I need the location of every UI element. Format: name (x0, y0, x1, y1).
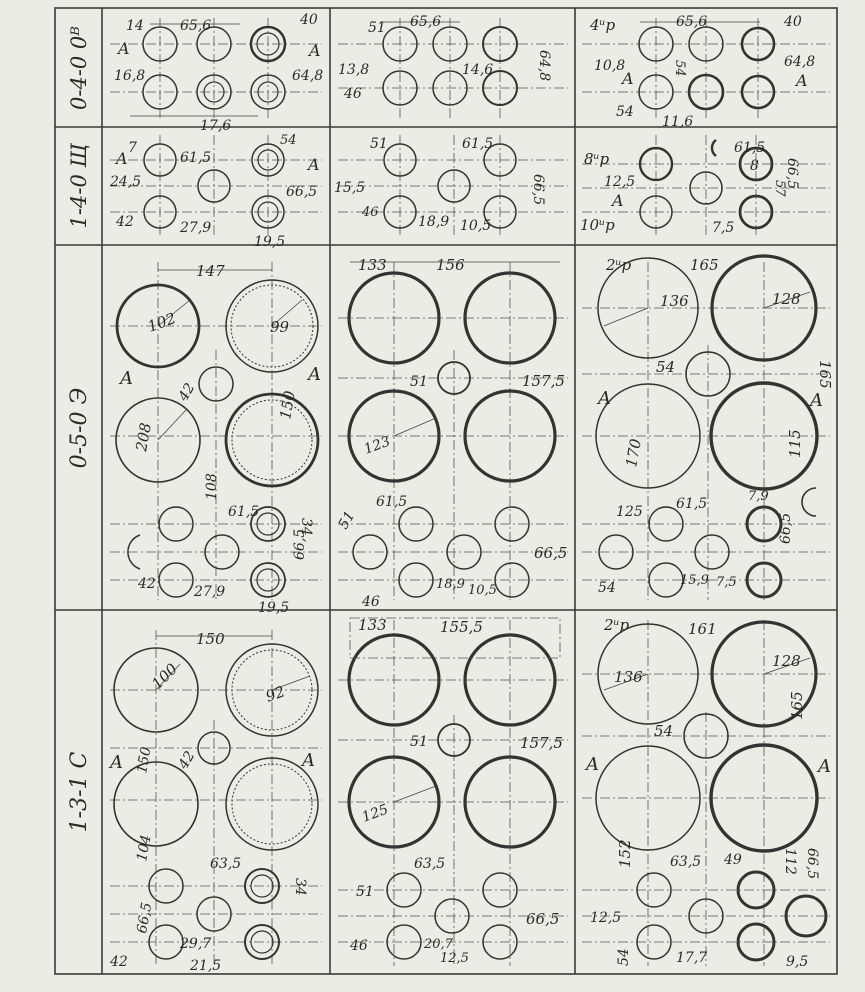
dim-label: 51 (410, 734, 428, 750)
dim-label: 10,5 (460, 218, 492, 234)
dim-label: 49 (724, 852, 742, 868)
dim-label: 16,8 (114, 68, 146, 84)
marker-A: A (118, 39, 130, 58)
dim-label: 12,5 (590, 910, 622, 926)
dim-label: 133 (358, 616, 387, 634)
marker-A: A (810, 390, 823, 411)
dim-label: 51 (410, 374, 428, 390)
dim-label: 34 (298, 518, 314, 536)
dim-label: 42 (138, 576, 156, 592)
dim-label: 165 (788, 691, 806, 720)
dim-label: 27,9 (194, 584, 226, 600)
dim-label: 10,8 (594, 58, 626, 74)
row-label-2: 1-4-0 Щ (67, 143, 91, 229)
dim-label: 65,6 (676, 14, 708, 30)
cell-3-2 (336, 256, 568, 610)
dim-label: 54 (280, 133, 297, 148)
dim-label: 42 (175, 380, 199, 404)
dim-label: 7,5 (716, 575, 737, 590)
cell-4-1 (108, 630, 322, 974)
cell-3-1 (110, 262, 322, 616)
dim-label: 12,5 (604, 174, 636, 190)
dim-label: 42 (175, 748, 199, 772)
dim-label: 66,5 (286, 184, 318, 200)
dim-label: 19,5 (254, 234, 286, 250)
dim-label: 46 (362, 594, 380, 610)
dim-label: 24,5 (110, 174, 142, 190)
dim-label: 66,5 (526, 910, 560, 928)
dim-label: 40 (300, 12, 318, 28)
dim-label: 13,8 (338, 62, 370, 78)
dim-label: 136 (660, 292, 689, 310)
dim-label: 65,6 (180, 18, 212, 34)
marker-A: A (116, 149, 128, 168)
dim-label: 54 (656, 358, 676, 376)
dim-label: 64,8 (292, 68, 324, 84)
marker-A: A (110, 752, 123, 773)
dim-label: 66,5 (530, 174, 546, 206)
dim-label: 54 (616, 104, 634, 120)
dim-label: 125 (616, 504, 643, 520)
dim-label: 125 (359, 801, 391, 826)
cell-2-2 (334, 135, 568, 238)
dim-label: 165 (816, 360, 834, 389)
dim-label: 54 (672, 60, 687, 77)
dim-label: 147 (196, 262, 225, 280)
dim-label: 9,5 (786, 954, 809, 970)
cell-2-1 (109, 133, 322, 250)
dim-label: 8ᵘр (584, 150, 610, 168)
dim-label: 7,9 (748, 489, 769, 504)
marker-A: A (308, 364, 321, 385)
marker-A: A (598, 388, 611, 409)
dim-label: 66,5 (134, 901, 156, 935)
dim-label: 51 (335, 508, 359, 532)
cell-2-3 (580, 135, 830, 238)
dim-label: 208 (132, 421, 155, 453)
dim-label: 40 (784, 14, 802, 30)
marker-A: A (818, 756, 831, 777)
dim-label: 46 (344, 86, 362, 102)
dim-label: 4ᵘр (590, 16, 616, 34)
dim-label: 115 (786, 429, 804, 458)
dim-label: 155,5 (440, 618, 483, 636)
marker-A: A (308, 155, 320, 174)
dim-label: 136 (614, 668, 643, 686)
row-label-3: 0-5-0 Э (67, 387, 92, 469)
dim-label: 10ᵘр (580, 216, 615, 234)
dim-label: 108 (204, 473, 220, 500)
dim-label: 63,5 (670, 854, 702, 870)
dim-label: 17,7 (676, 950, 708, 966)
dim-label: 61,5 (462, 136, 494, 152)
dim-label: 92 (263, 682, 288, 706)
dim-label: 150 (196, 630, 225, 648)
dim-label: 18,9 (418, 214, 450, 230)
dim-label: 54 (654, 722, 674, 740)
dim-label: 2ᵘр (606, 256, 632, 274)
dim-label: 19,5 (258, 600, 290, 616)
dim-label: 128 (772, 290, 801, 308)
dim-label: 46 (350, 938, 368, 954)
dim-label: 152 (616, 839, 634, 868)
dim-label: 66,5 (804, 848, 820, 880)
dim-label: 54 (598, 580, 616, 596)
dim-label: 18,9 (436, 577, 465, 592)
cell-3-3 (582, 256, 834, 600)
dim-label: 161 (688, 620, 717, 638)
marker-A: A (796, 71, 808, 90)
dim-label: 61,5 (676, 496, 708, 512)
dim-label: 14 (126, 18, 144, 34)
marker-A: A (586, 754, 599, 775)
dim-label: 21,5 (190, 958, 222, 974)
dim-label: 66,5 (778, 512, 794, 544)
cell-4-2 (338, 616, 568, 966)
marker-A: A (302, 750, 315, 771)
dim-label: 128 (772, 652, 801, 670)
dim-label: 104 (134, 833, 155, 863)
dim-label: 14,6 (462, 62, 494, 78)
dim-label: 61,5 (180, 150, 212, 166)
dim-label: 27,9 (180, 220, 212, 236)
dim-label: 12,5 (440, 951, 469, 966)
dim-label: 64,8 (536, 50, 552, 82)
dim-label: 2ᵘр (604, 616, 630, 634)
dim-label: 123 (361, 433, 393, 458)
dim-label: 99 (270, 318, 290, 336)
dim-label: 157,5 (522, 372, 565, 390)
dim-label: 66,5 (292, 528, 308, 560)
marker-A: A (309, 41, 321, 60)
dim-label: 63,5 (210, 856, 242, 872)
dim-label: 51 (356, 884, 374, 900)
dim-label: 42 (110, 954, 128, 970)
cell-1-1 (110, 12, 323, 134)
dim-label: 66,5 (784, 158, 800, 190)
dim-label: 42 (116, 214, 134, 230)
dim-label: 156 (436, 256, 465, 274)
cell-1-3 (582, 14, 830, 130)
dim-label: 150 (276, 389, 299, 421)
dim-label: 65,6 (410, 14, 442, 30)
row-label-1: 0-4-0 0ᴮ (67, 25, 91, 111)
dim-label: 61,5 (734, 140, 766, 156)
hole (596, 746, 700, 850)
dim-label: 46 (362, 205, 379, 220)
dim-label: 54 (616, 948, 632, 966)
dim-label: 61,5 (376, 494, 408, 510)
dim-label: 64,8 (784, 54, 816, 70)
dim-label: 102 (145, 309, 179, 336)
marker-A: A (120, 368, 133, 389)
dim-label: 57 (772, 180, 787, 197)
row-label-4: 1-3-1 С (67, 751, 92, 833)
dim-label: 34 (292, 878, 308, 896)
dim-label: 100 (148, 659, 182, 693)
dim-label: 7,5 (712, 220, 735, 236)
dim-label: 157,5 (520, 734, 563, 752)
row-labels (67, 26, 92, 833)
dim-label: 63,5 (414, 856, 446, 872)
dim-label: 150 (134, 745, 155, 775)
dim-label: 29,7 (180, 936, 212, 952)
dim-label: 7 (128, 140, 137, 156)
dim-label: 133 (358, 256, 387, 274)
dim-label: 8 (750, 158, 759, 174)
dim-label: 66,5 (534, 544, 568, 562)
dim-label: 165 (690, 256, 719, 274)
marker-A: A (622, 69, 634, 88)
dim-label: 112 (782, 848, 798, 875)
cell-1-2 (338, 14, 568, 118)
dim-label: 11,6 (662, 114, 694, 130)
dim-label: 17,6 (200, 118, 232, 134)
cell-4-3 (582, 616, 831, 970)
marker-A: A (612, 191, 624, 210)
dim-label: 15,9 (680, 573, 709, 588)
dim-label: 20,7 (424, 937, 453, 952)
dim-label: 15,5 (334, 180, 366, 196)
dim-label: 61,5 (228, 504, 260, 520)
dim-label: 10,5 (468, 583, 497, 598)
dim-label: 170 (622, 437, 645, 469)
hole (596, 384, 700, 488)
dim-label: 51 (370, 136, 388, 152)
dim-label: 51 (368, 20, 386, 36)
